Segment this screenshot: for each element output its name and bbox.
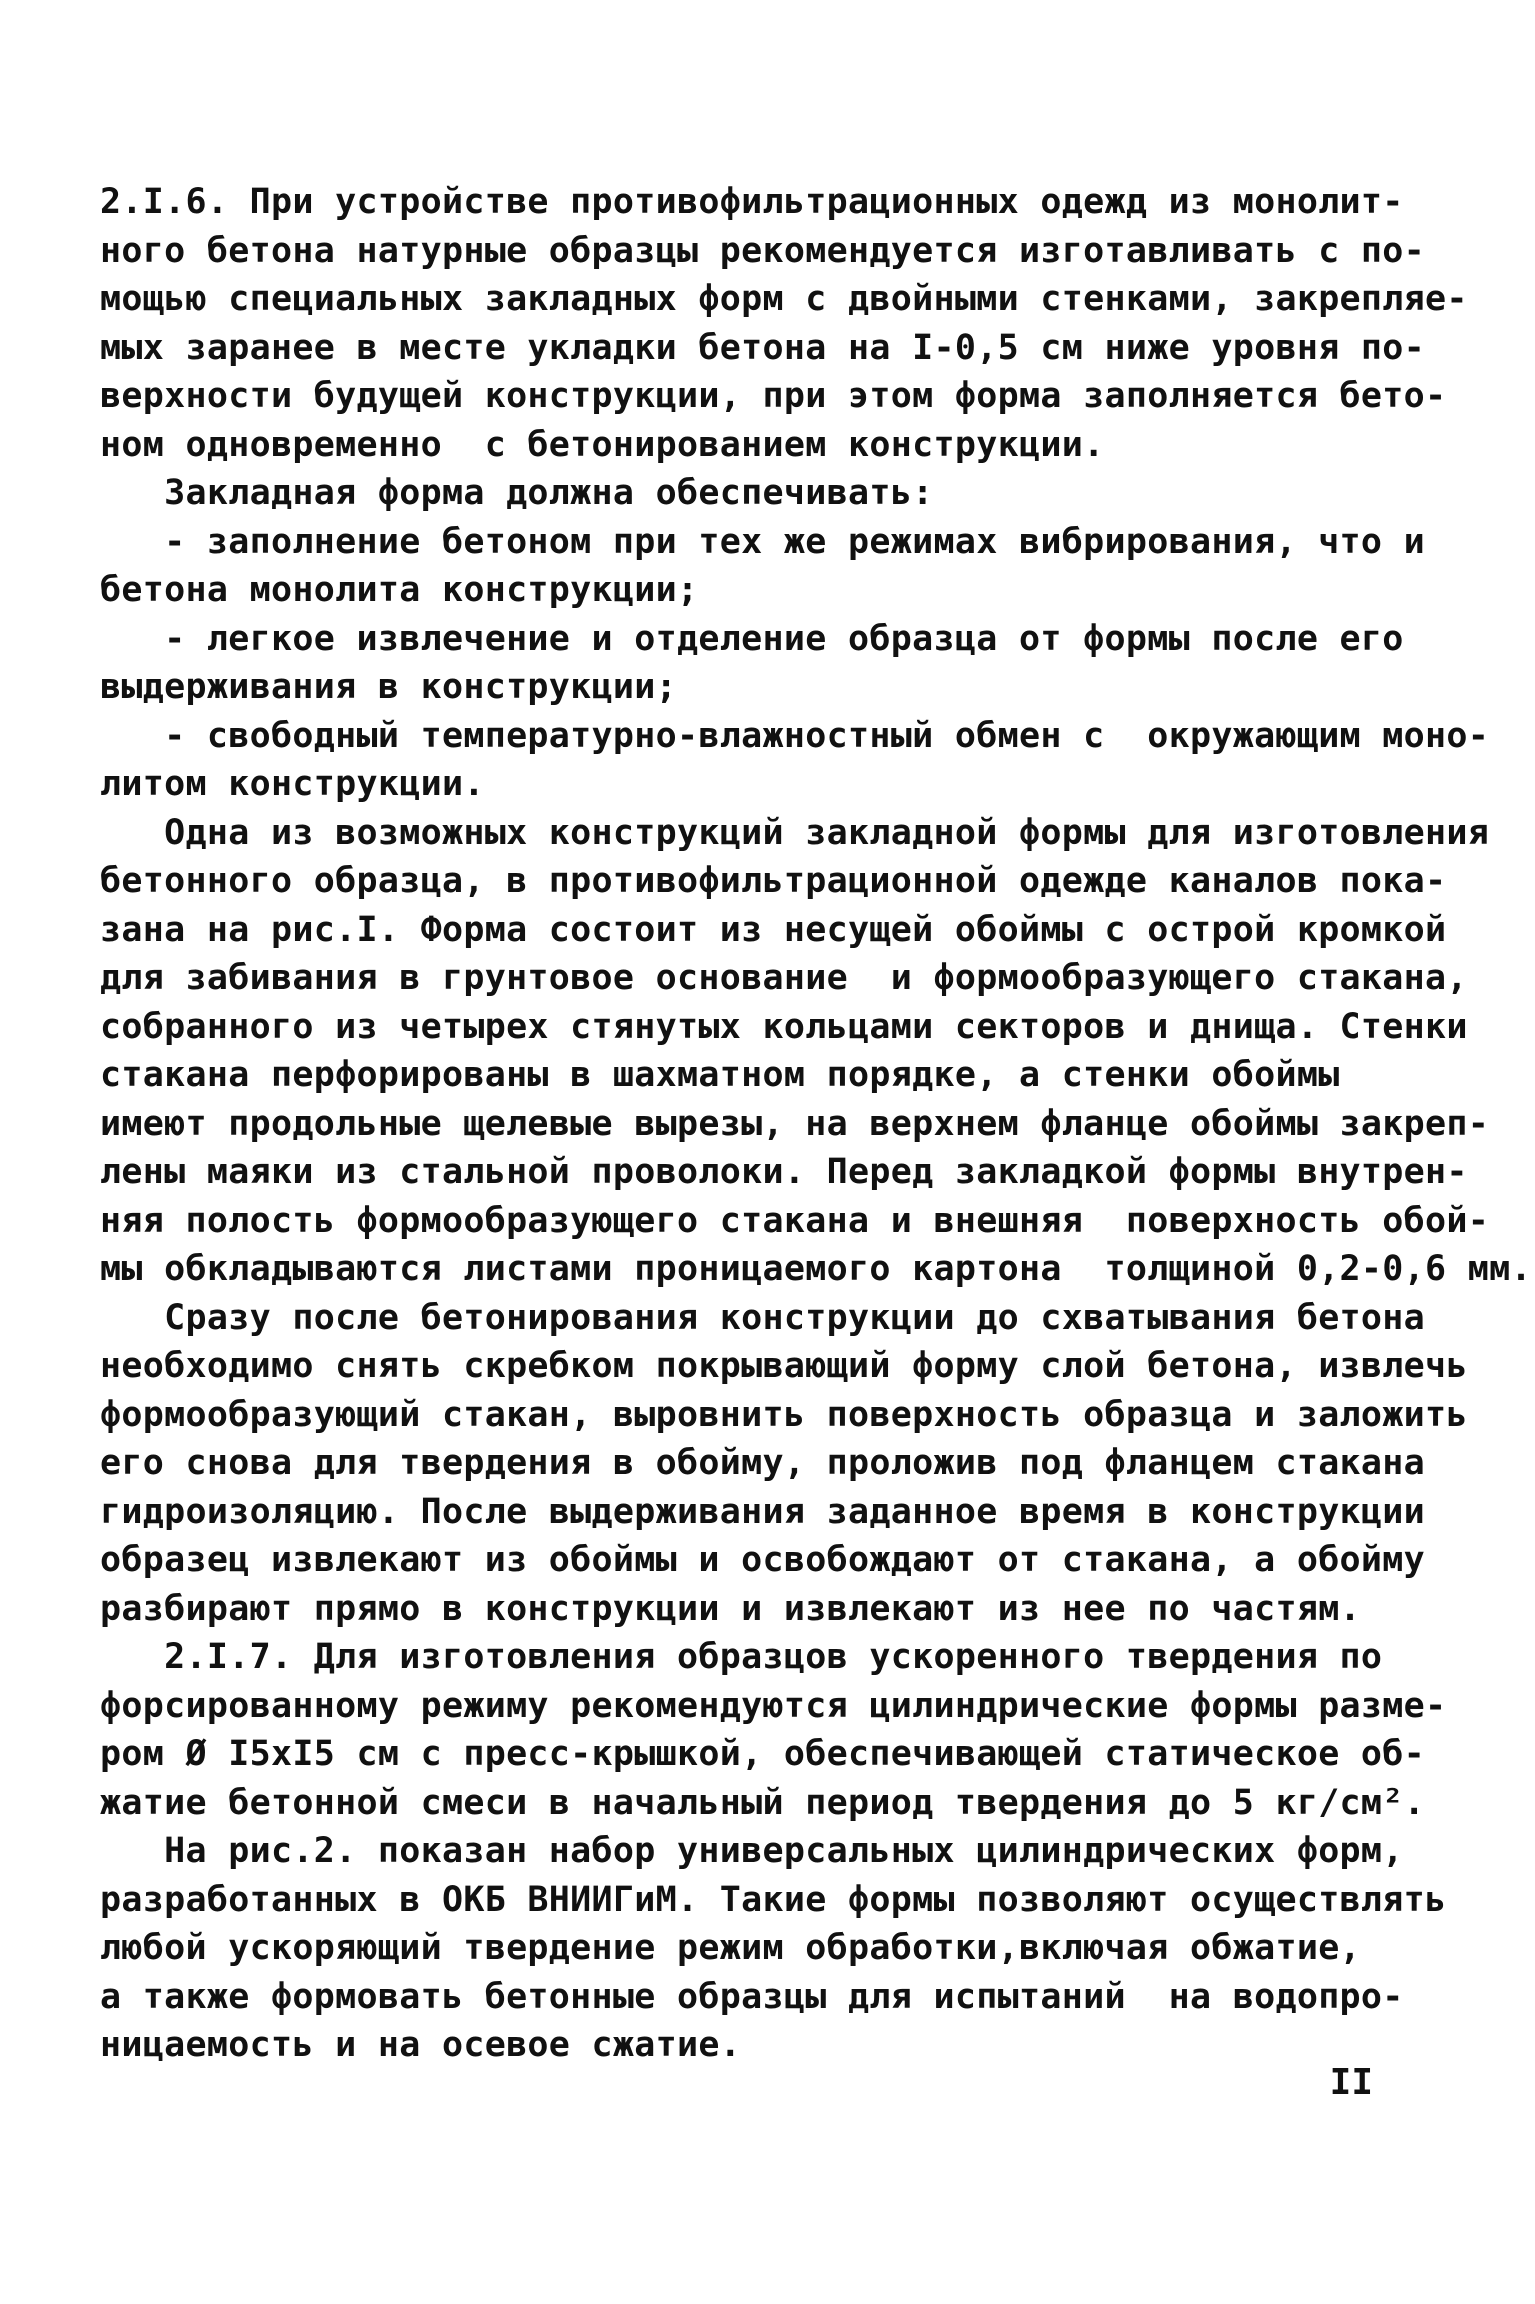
text-line: верхности будущей конструкции, при этом форма заполняется бето- [100,376,1447,416]
text-line: мощью специальных закладных форм с двойными стенками, закрепляе- [100,279,1468,319]
text-line: Сразу после бетонирования конструкции до схватывания бетона [100,1297,1426,1338]
text-line: любой ускоряющий твердение режим обработки,включая обжатие, [100,1928,1361,1968]
text-line: няя полость формообразующего стакана и внешняя поверхность обой- [100,1200,1490,1241]
text-line: Одна из возможных конструкций закладной формы для изготовления [100,812,1490,853]
text-line: бетона монолита конструкции; [100,570,699,610]
text-line: разработанных в ОКБ ВНИИГиМ. Такие формы позволяют осуществлять [100,1879,1447,1920]
page-number: II [1329,2062,1373,2103]
body-text [100,178,1532,2070]
text-line: разбирают прямо в конструкции и извлекают из нее по частям. [100,1588,1361,1629]
text-line: мы обкладываются листами проницаемого картона толщиной 0,2-0,6 мм. [100,1249,1532,1289]
text-line: 2.I.7. Для изготовления образцов ускоренного твердения по [100,1637,1383,1677]
text-line: выдерживания в конструкции; [100,667,678,707]
text-line: ного бетона натурные образцы рекомендуется изготавливать с по- [100,230,1426,271]
text-line: жатие бетонной смеси в начальный период твердения до 5 кг/см². [100,1782,1426,1823]
text-line: а также формовать бетонные образцы для испытаний на водопро- [100,1976,1404,2017]
text-line: - свободный температурно-влажностный обмен с окружающим моно- [100,715,1490,756]
text-line: для забивания в грунтовое основание и формообразующего стакана, [100,958,1468,998]
text-line: форсированному режиму рекомендуются цилиндрические формы разме- [100,1685,1447,1726]
text-line: ром Ø I5xI5 см с пресс-крышкой, обеспечивающей статическое об- [100,1734,1426,1774]
text-line: формообразующий стакан, выровнить поверхность образца и заложить [100,1394,1468,1435]
text-line: зана на рис.I. Форма состоит из несущей обоймы с острой кромкой [100,909,1447,950]
text-line: образец извлекают из обоймы и освобождают от стакана, а обойму [100,1540,1426,1580]
text-line: мых заранее в месте укладки бетона на I-0,5 см ниже уровня по- [100,327,1426,368]
text-line: Закладная форма должна обеспечивать: [100,473,934,513]
text-line: стакана перфорированы в шахматном порядке, а стенки обоймы [100,1055,1340,1095]
text-line: ницаемость и на осевое сжатие. [100,2025,742,2065]
text-line: бетонного образца, в противофильтрационной одежде каналов пока- [100,861,1447,901]
text-line: собранного из четырех стянутых кольцами секторов и днища. Стенки [100,1006,1468,1047]
text-line: необходимо снять скребком покрывающий форму слой бетона, извлечь [100,1346,1468,1386]
text-line: На рис.2. показан набор универсальных цилиндрических форм, [100,1831,1404,1871]
text-line: лены маяки из стальной проволоки. Перед закладкой формы внутрен- [100,1152,1468,1192]
text-line: - заполнение бетоном при тех же режимах вибрирования, что и [100,521,1426,562]
text-line: имеют продольные щелевые вырезы, на верхнем фланце обоймы закреп- [100,1103,1490,1144]
text-line: гидроизоляцию. После выдерживания заданное время в конструкции [100,1491,1426,1532]
text-line: ном одновременно с бетонированием конструкции. [100,424,1105,465]
text-line: - легкое извлечение и отделение образца от формы после его [100,618,1404,659]
text-line: его снова для твердения в обойму, проложив под фланцем стакана [100,1443,1426,1483]
text-line: литом конструкции. [100,764,485,804]
text-line: 2.I.6. При устройстве противофильтрационных одежд из монолит- [100,182,1404,222]
